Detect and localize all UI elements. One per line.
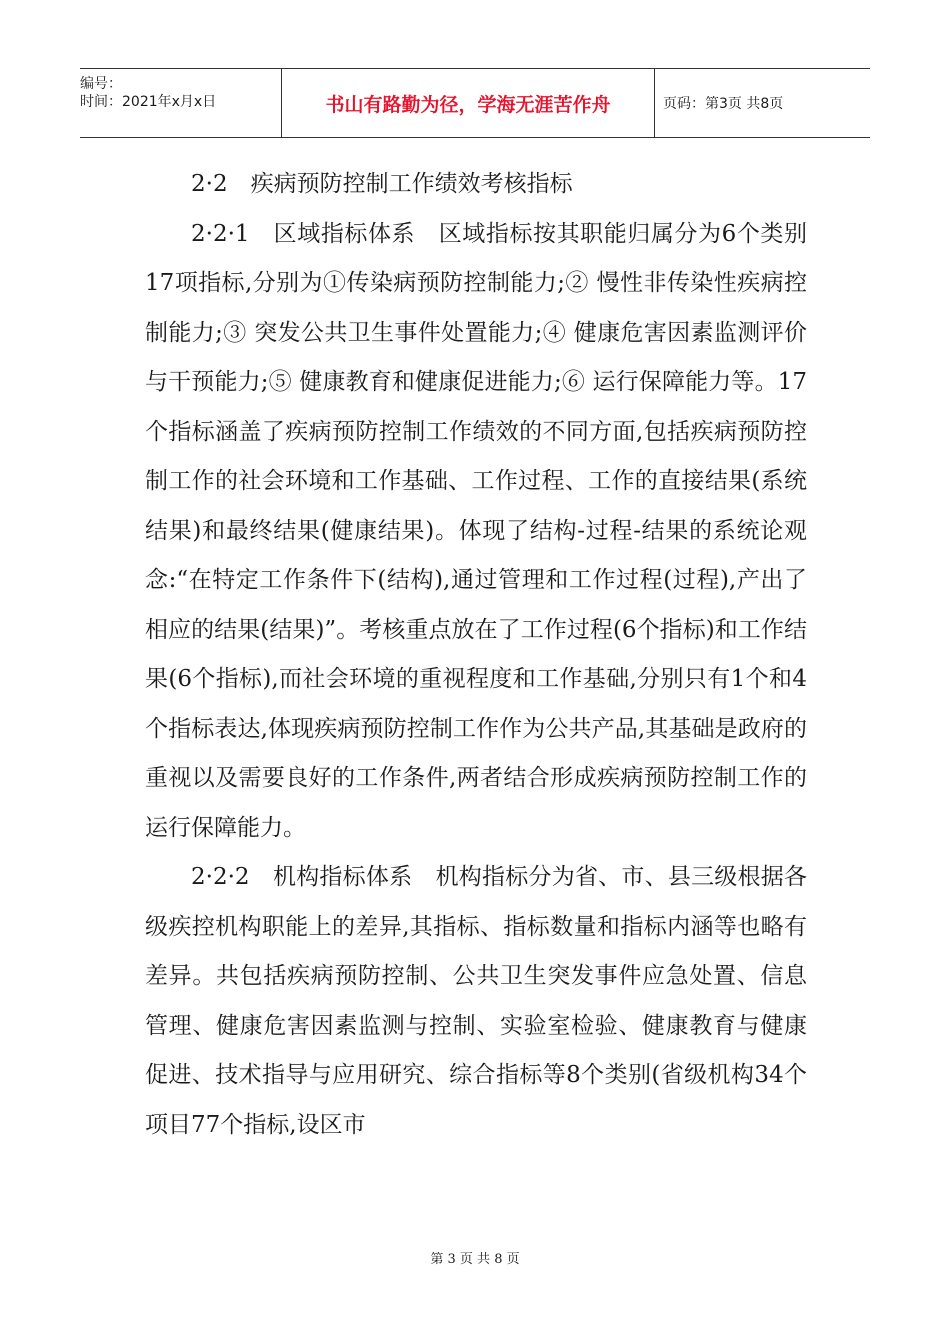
paragraph-2-2-2: 2·2·2 机构指标体系 机构指标分为省、市、县三级根据各级疾控机构职能上的差异,其指标、指标数量和指标内涵等也略有差异。共包括疾病预防控制、公共卫生突发事件应急处置、信息管理、健康危害因素监测与控制、实验室检验、健康教育与健康促进、技术指导与应用研究、综合指标等8个类别(省级机构34个项目77个指标,设区市 [145, 864, 807, 1138]
section-heading: 2·2 疾病预防控制工作绩效考核指标 [191, 171, 573, 197]
header-motto: 书山有路勤为径，学海无涯苦作舟 [281, 69, 655, 137]
document-number-label: 编号： [80, 76, 122, 92]
header-page-label: 页码：第3页 共8页 [663, 96, 784, 112]
document-time-label: 时间：2021年x月x日 [80, 94, 217, 110]
paragraph-2-2-1: 2·2·1 区域指标体系 区域指标按其职能归属分为6个类别17项指标,分别为①传染病预防控制能力;② 慢性非传染性疾病控制能力;③ 突发公共卫生事件处置能力;④ 健康危害因素监测评价与干预能力;⑤ 健康教育和健康促进能力;⑥ 运行保障能力等。17个指标涵盖了疾病预防控制工作绩效的不同方面,包括疾病预防控制工作的社会环境和工作基础、工作过程、工作的直接结果(系统结果)和最终结果(健康结果)。体现了结构-过程-结果的系统论观念:“在特定工作条件下(结构),通过管理和工作过程(过程),产出了相应的结果(结果)”。考核重点放在了工作过程(6个指标)和工作结果(6个指标),而社会环境的重视程度和工作基础,分别只有1个和4个指标表达,体现疾病预防控制工作作为公共产品,其基础是政府的重视以及需要良好的工作条件,两者结合形成疾病预防控制工作的运行保障能力。 [145, 220, 807, 841]
page-header [80, 68, 870, 138]
document-body [145, 160, 807, 1150]
header-meta [80, 69, 280, 137]
page-footer: 第 3 页 共 8 页 [430, 1252, 520, 1267]
